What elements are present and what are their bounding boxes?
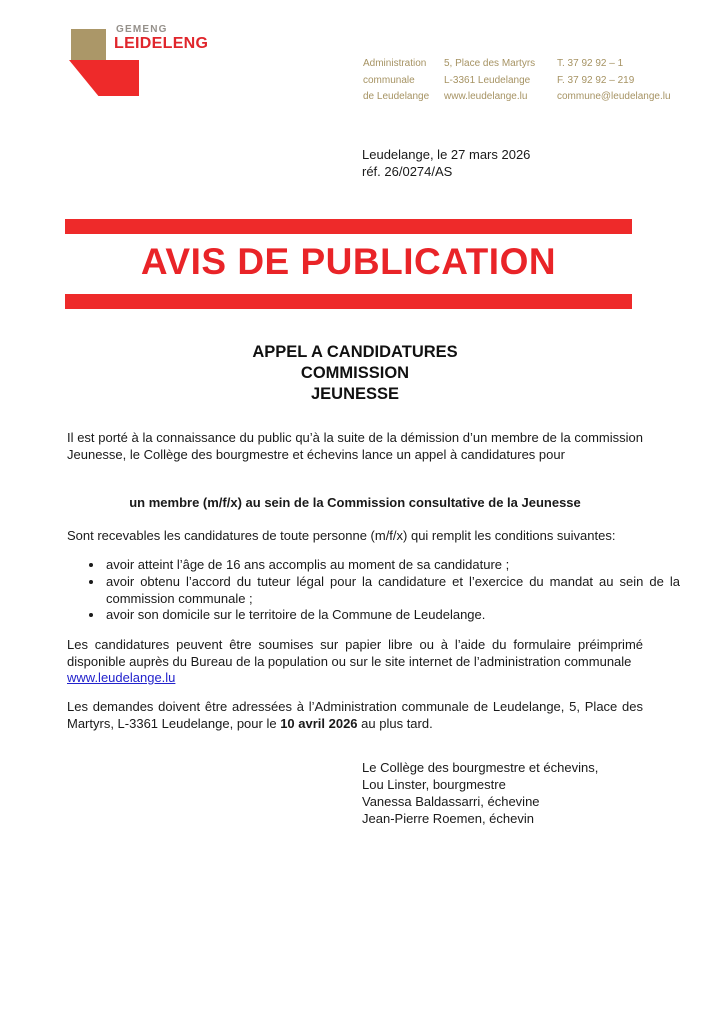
- logo-commune-name: LEIDELENG: [114, 35, 209, 52]
- banner-top-bar: [65, 219, 632, 234]
- document-title: [67, 342, 643, 405]
- letterhead-fax: F. 37 92 92 – 219: [557, 74, 635, 86]
- signature-line: Vanessa Baldassarri, échevine: [362, 794, 540, 809]
- letterhead-line: 5, Place des Martyrs: [444, 58, 536, 69]
- document-title-line: COMMISSION: [300, 364, 410, 382]
- signature-block: [362, 759, 598, 827]
- banner-bottom-bar: [65, 294, 632, 309]
- condition-item: • avoir atteint l’âge de 16 ans accomplis au moment de sa candidature ;: [104, 557, 680, 574]
- submission-paragraph: Les candidatures peuvent être soumises sur papier libre ou à l’aide du formulaire préimprimé disponible auprès du Bureau de la population ou sur le site internet de l’administration communale: [67, 637, 643, 669]
- signature-line: Le Collège des bourgmestre et échevins,: [362, 760, 599, 775]
- conditions-list: [67, 557, 680, 624]
- deadline-text-after: au plus tard.: [357, 716, 433, 731]
- letterhead-line: L-3361 Leudelange: [444, 74, 531, 86]
- letterhead-line: de Leudelange: [363, 91, 430, 102]
- reference-line: réf. 26/0274/AS: [362, 164, 453, 179]
- deadline-text-before: Les demandes doivent être adressées à l’Administration communale de Leudelange, 5, Place des Martyrs, L-3361 Leudelange, pour le: [67, 699, 643, 731]
- letterhead-phone: T. 37 92 92 – 1: [557, 58, 624, 69]
- letterhead-column-contact: [557, 56, 671, 106]
- date-line: Leudelange, le 27 mars 2026: [362, 147, 531, 162]
- letterhead-email: commune@leudelange.lu: [557, 91, 671, 102]
- letterhead-column-address: [444, 56, 535, 106]
- deadline-date: 10 avril 2026: [280, 716, 358, 731]
- logo-flag-icon: [69, 60, 139, 96]
- date-block: [362, 146, 530, 180]
- signature-line: Lou Linster, bourgmestre: [362, 777, 506, 792]
- letterhead-website: www.leudelange.lu: [444, 91, 528, 102]
- logo-square-icon: [71, 29, 106, 60]
- letterhead-line: Administration: [363, 58, 427, 69]
- intro-paragraph: Il est porté à la connaissance du public qu’à la suite de la démission d’un membre de la commission Jeunesse, le Collège des bourgmestre et échevins lance un appel à candidatures pour: [67, 430, 643, 462]
- condition-item: • avoir obtenu l’accord du tuteur légal pour la candidature et l’exercice du mandat au sein de la commission communale ;: [104, 574, 680, 608]
- banner-title: AVIS DE PUBLICATION: [140, 241, 557, 282]
- condition-item: • avoir son domicile sur le territoire de la Commune de Leudelange.: [104, 607, 680, 624]
- signature-line: Jean-Pierre Roemen, échevin: [362, 811, 534, 826]
- document-title-line: JEUNESSE: [310, 385, 400, 403]
- website-link[interactable]: www.leudelange.lu: [67, 670, 176, 685]
- logo-gemeng-label: GEMENG: [116, 24, 168, 35]
- position-line: un membre (m/f/x) au sein de la Commission consultative de la Jeunesse: [129, 495, 581, 510]
- deadline-paragraph: [67, 698, 643, 732]
- document-title-line: APPEL A CANDIDATURES: [252, 343, 458, 361]
- letterhead-line: communale: [363, 74, 415, 86]
- letterhead-column-organisation: [363, 56, 429, 106]
- conditions-intro: Sont recevables les candidatures de toute personne (m/f/x) qui remplit les conditions suivantes:: [67, 528, 616, 543]
